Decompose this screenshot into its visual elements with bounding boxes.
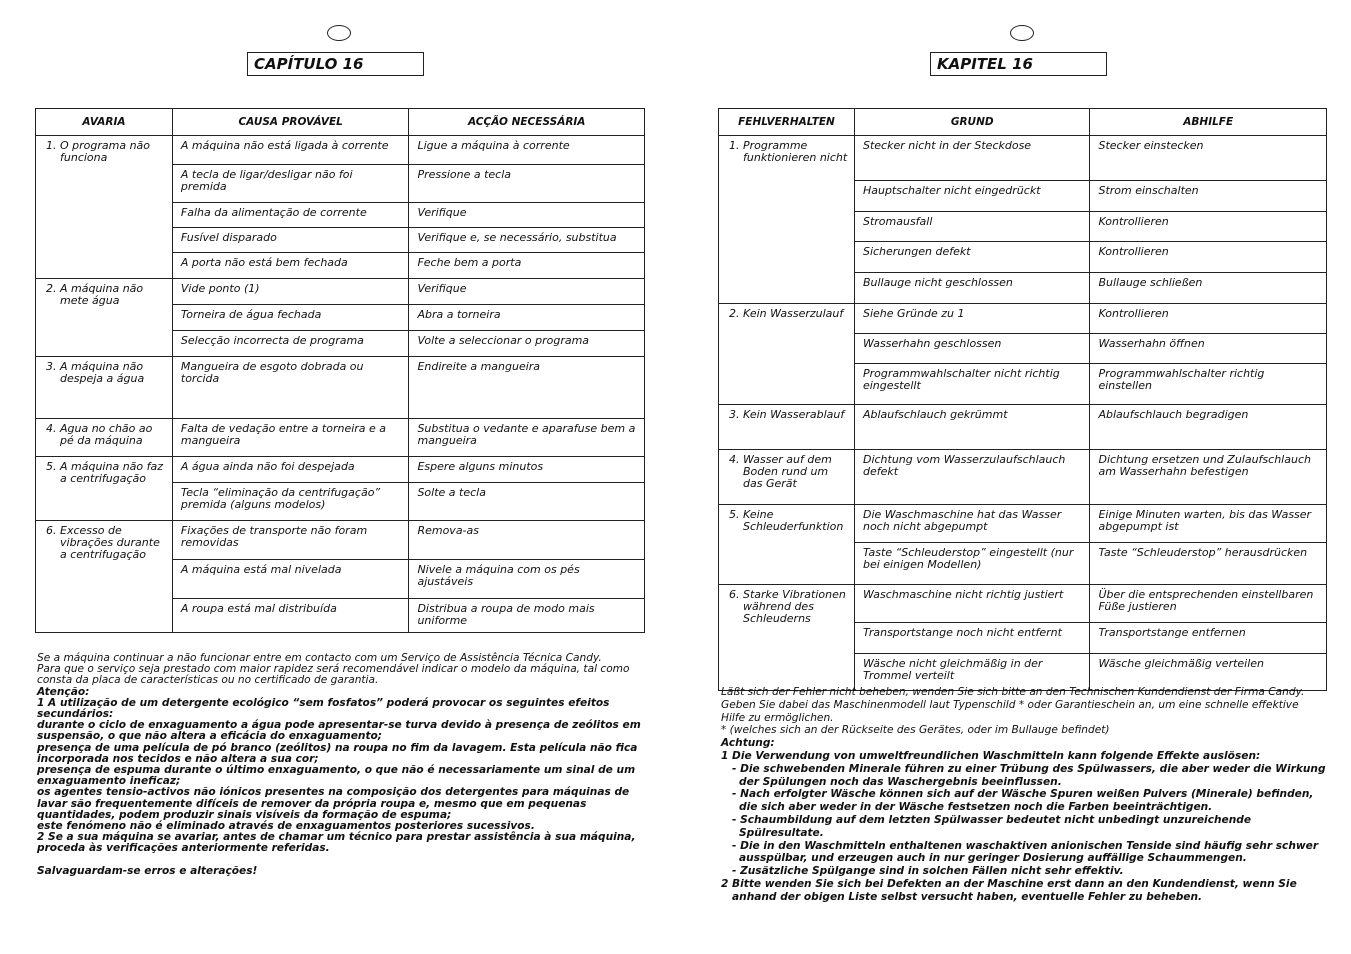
fault-cell	[719, 304, 855, 405]
action-cell: Wasserhahn öffnen	[1090, 334, 1327, 364]
cause-cell: Selecção incorrecta de programa	[172, 331, 409, 357]
note-paragraph: - Nach erfolgter Wäsche können sich auf der Wäsche Spuren weißen Pulvers (Minerale) befinden, die sich aber weder in der Wäsche festsetzen noch die Farben beeinträchtigen.	[732, 788, 1314, 814]
note-heading: Atenção:	[37, 685, 90, 698]
action-cell: Bullauge schließen	[1090, 273, 1327, 304]
note-footer: Salvaguardam-se erros e alterações!	[37, 864, 258, 877]
action-cell: Nivele a máquina com os pés ajustáveis	[409, 560, 645, 599]
note-paragraph: 2 Se a sua máquina se avariar, antes de chamar um técnico para prestar assistência à sua máquina, proceda às verificações anteriormente referidas.	[37, 831, 636, 855]
note-paragraph: Läßt sich der Fehler nicht beheben, wenden Sie sich bitte an den Technischen Kundendienst der Firma Candy. Geben Sie dabei das Maschinenmodell laut Typenschild * oder Garantieschein an, um eine schnelle effektive Hilfe zu ermöglichen.	[721, 686, 1305, 724]
table-row	[719, 405, 1327, 450]
note-paragraph: durante o ciclo de enxaguamento a água pode apresentar-se turva devido à presença de zeólitos em suspensão, o que não altera a eficácia do enxaguamento;	[37, 719, 641, 743]
header-cause: CAUSA PROVÁVEL	[172, 109, 409, 136]
cause-cell: Programmwahlschalter nicht richtig eingestellt	[854, 364, 1090, 405]
cause-cell: Fixações de transporte não foram removidas	[172, 521, 409, 560]
note-paragraph: 1 Die Verwendung von umweltfreundlichen Waschmitteln kann folgende Effekte auslösen:	[721, 749, 1261, 762]
note-paragraph: - Die schwebenden Minerale führen zu einer Trübung des Spülwassers, die aber weder die Wirkung der Spülungen noch das Waschergebnis beeinflussen.	[732, 762, 1326, 788]
cause-cell: Fusível disparado	[172, 228, 409, 253]
fault-cell	[36, 419, 173, 457]
fault-cell	[719, 136, 855, 304]
action-cell: Abra a torneira	[409, 305, 645, 331]
action-cell: Feche bem a porta	[409, 253, 645, 279]
fault-cell	[719, 505, 855, 585]
action-cell: Dichtung ersetzen und Zulaufschlauch am Wasserhahn befestigen	[1090, 450, 1327, 505]
note-paragraph: este fenómeno não é eliminado através de enxaguamentos posteriores sucessivos.	[37, 820, 535, 833]
fault-cell	[719, 405, 855, 450]
action-cell: Remova-as	[409, 521, 645, 560]
fault-label: 2. A máquina não mete água	[46, 282, 144, 307]
action-cell: Wäsche gleichmäßig verteilen	[1090, 654, 1327, 691]
table-row	[719, 136, 1327, 181]
fault-cell	[719, 450, 855, 505]
action-cell: Verifique	[409, 279, 645, 305]
chapter-title: KAPITEL 16	[930, 52, 1107, 76]
fault-cell	[36, 457, 173, 521]
note-paragraph: 1 A utilização de um detergente ecológico “sem fosfatos” poderá provocar os seguintes efeitos secundários:	[37, 696, 610, 721]
language-flag-oval	[1010, 25, 1034, 41]
header-action: ACÇÃO NECESSÁRIA	[409, 109, 645, 136]
cause-cell: A porta não está bem fechada	[172, 253, 409, 279]
table-row	[36, 419, 645, 457]
fault-label: 4. Wasser auf dem Boden rund um das Gerät	[729, 453, 832, 490]
action-cell: Kontrollieren	[1090, 212, 1327, 242]
cause-cell: Hauptschalter nicht eingedrückt	[854, 181, 1090, 212]
action-cell: Volte a seleccionar o programa	[409, 331, 645, 357]
cause-cell: Stecker nicht in der Steckdose	[854, 136, 1090, 181]
cause-cell: Ablaufschlauch gekrümmt	[854, 405, 1090, 450]
notes-section	[37, 653, 643, 877]
action-cell: Transportstange entfernen	[1090, 623, 1327, 654]
cause-cell: Siehe Gründe zu 1	[854, 304, 1090, 334]
table-row	[36, 457, 645, 483]
cause-cell: A água ainda não foi despejada	[172, 457, 409, 483]
cause-cell: Stromausfall	[854, 212, 1090, 242]
header-action: ABHILFE	[1090, 109, 1327, 136]
note-paragraph: presença de espuma durante o último enxaguamento, o que não é necessariamente um sinal de um enxaguamento ineficaz;	[37, 764, 636, 788]
table-row	[719, 304, 1327, 334]
action-cell: Distribua a roupa de modo mais uniforme	[409, 599, 645, 633]
cause-cell: Waschmaschine nicht richtig justiert	[854, 585, 1090, 623]
table-row	[719, 450, 1327, 505]
troubleshooting-table	[35, 108, 645, 633]
table-row	[36, 136, 645, 165]
fault-label: 3. Kein Wasserablauf	[729, 408, 845, 421]
fault-label: 5. A máquina não faz a centrifugação	[46, 460, 164, 485]
note-paragraph: presença de uma película de pó branco (zeólitos) na roupa no fim da lavagem. Esta película não fica incorporada nos tecidos e não altera a sua cor;	[37, 741, 638, 765]
fault-label: 1. Programme funktionieren nicht	[729, 139, 848, 164]
note-paragraph: - Zusätzliche Spülgange sind in solchen Fällen nicht sehr effektiv.	[732, 865, 1124, 878]
cause-cell: Wäsche nicht gleichmäßig in der Trommel verteilt	[854, 654, 1090, 691]
action-cell: Einige Minuten warten, bis das Wasser abgepumpt ist	[1090, 505, 1327, 543]
cause-cell: Die Waschmaschine hat das Wasser noch nicht abgepumpt	[854, 505, 1090, 543]
fault-label: 6. Excesso de vibrações durante a centrifugação	[46, 524, 160, 561]
action-cell: Taste “Schleuderstop” herausdrücken	[1090, 543, 1327, 585]
cause-cell: A roupa está mal distribuída	[172, 599, 409, 633]
action-cell: Verifique e, se necessário, substitua	[409, 228, 645, 253]
action-cell: Kontrollieren	[1090, 304, 1327, 334]
action-cell: Endireite a mangueira	[409, 357, 645, 419]
cause-cell: Bullauge nicht geschlossen	[854, 273, 1090, 304]
table-row	[719, 505, 1327, 543]
action-cell: Espere alguns minutos	[409, 457, 645, 483]
action-cell: Ligue a máquina à corrente	[409, 136, 645, 165]
cause-cell: Falta de vedação entre a torneira e a mangueira	[172, 419, 409, 457]
note-heading: Achtung:	[721, 737, 775, 750]
cause-cell: Dichtung vom Wasserzulaufschlauch defekt	[854, 450, 1090, 505]
fault-label: 5. Keine Schleuderfunktion	[729, 508, 844, 533]
cause-cell: Wasserhahn geschlossen	[854, 334, 1090, 364]
note-paragraph: - Schaumbildung auf dem letzten Spülwasser bedeutet nicht unbedingt unzureichende Spülresultate.	[732, 813, 1252, 839]
note-paragraph: os agentes tensio-activos não iónicos presentes na composição dos detergentes para máquinas de lavar são frequentemente difíceis de remover da própria roupa e, mesmo que em pequenas quantidades, podem produzir sinais visíveis da formação de espuma;	[37, 786, 630, 821]
action-cell: Verifique	[409, 203, 645, 228]
fault-label: 4. Agua no chão ao pé da máquina	[46, 422, 153, 447]
header-cause: GRUND	[854, 109, 1090, 136]
fault-cell	[36, 279, 173, 357]
cause-cell: Tecla “eliminação da centrifugação” premida (alguns modelos)	[172, 483, 409, 521]
action-cell: Ablaufschlauch begradigen	[1090, 405, 1327, 450]
notes-section	[721, 686, 1326, 904]
note-paragraph: Para que o serviço seja prestado com maior rapidez será recomendável indicar o modelo da máquina, tal como consta da placa de características ou no certificado de garantia.	[37, 663, 630, 687]
table-row	[719, 585, 1327, 623]
cause-cell: Torneira de água fechada	[172, 305, 409, 331]
cause-cell: Sicherungen defekt	[854, 242, 1090, 273]
action-cell: Strom einschalten	[1090, 181, 1327, 212]
note-paragraph: Se a máquina continuar a não funcionar entre em contacto com um Serviço de Assistência Técnica Candy.	[37, 652, 602, 664]
fault-cell	[36, 136, 173, 279]
table-row	[36, 357, 645, 419]
table-row	[36, 279, 645, 305]
language-flag-oval	[327, 25, 351, 41]
fault-cell	[36, 357, 173, 419]
note-paragraph: * (welches sich an der Rückseite des Gerätes, oder im Bullauge befindet)	[721, 724, 1110, 737]
troubleshooting-table	[718, 108, 1327, 691]
action-cell: Kontrollieren	[1090, 242, 1327, 273]
cause-cell: A máquina não está ligada à corrente	[172, 136, 409, 165]
chapter-title: CAPÍTULO 16	[247, 52, 424, 76]
note-paragraph: 2 Bitte wenden Sie sich bei Defekten an der Maschine erst dann an den Kundendienst, wenn Sie anhand der obigen Liste selbst versucht haben, eventuelle Fehler zu beheben.	[721, 877, 1297, 903]
header-fault: AVARIA	[36, 109, 173, 136]
fault-label: 1. O programa não funciona	[46, 139, 151, 164]
action-cell: Solte a tecla	[409, 483, 645, 521]
table-row	[36, 521, 645, 560]
action-cell: Stecker einstecken	[1090, 136, 1327, 181]
cause-cell: Falha da alimentação de corrente	[172, 203, 409, 228]
action-cell: Über die entsprechenden einstellbaren Füße justieren	[1090, 585, 1327, 623]
fault-label: 2. Kein Wasserzulauf	[729, 307, 844, 320]
action-cell: Pressione a tecla	[409, 165, 645, 203]
fault-label: 6. Starke Vibrationen während des Schleuderns	[729, 588, 846, 625]
fault-cell	[719, 585, 855, 691]
cause-cell: Transportstange noch nicht entfernt	[854, 623, 1090, 654]
header-fault: FEHLVERHALTEN	[719, 109, 855, 136]
action-cell: Programmwahlschalter richtig einstellen	[1090, 364, 1327, 405]
note-paragraph: - Die in den Waschmitteln enthaltenen waschaktiven anionischen Tenside sind häufig sehr schwer ausspülbar, und erzeugen auch in nur geringer Dosierung auffällige Schaummengen.	[732, 839, 1319, 865]
fault-label: 3. A máquina não despeja a água	[46, 360, 145, 385]
cause-cell: Taste “Schleuderstop” eingestellt (nur bei einigen Modellen)	[854, 543, 1090, 585]
cause-cell: Vide ponto (1)	[172, 279, 409, 305]
fault-cell	[36, 521, 173, 633]
action-cell: Substitua o vedante e aparafuse bem a mangueira	[409, 419, 645, 457]
cause-cell: Mangueira de esgoto dobrada ou torcida	[172, 357, 409, 419]
cause-cell: A tecla de ligar/desligar não foi premida	[172, 165, 409, 203]
cause-cell: A máquina está mal nivelada	[172, 560, 409, 599]
